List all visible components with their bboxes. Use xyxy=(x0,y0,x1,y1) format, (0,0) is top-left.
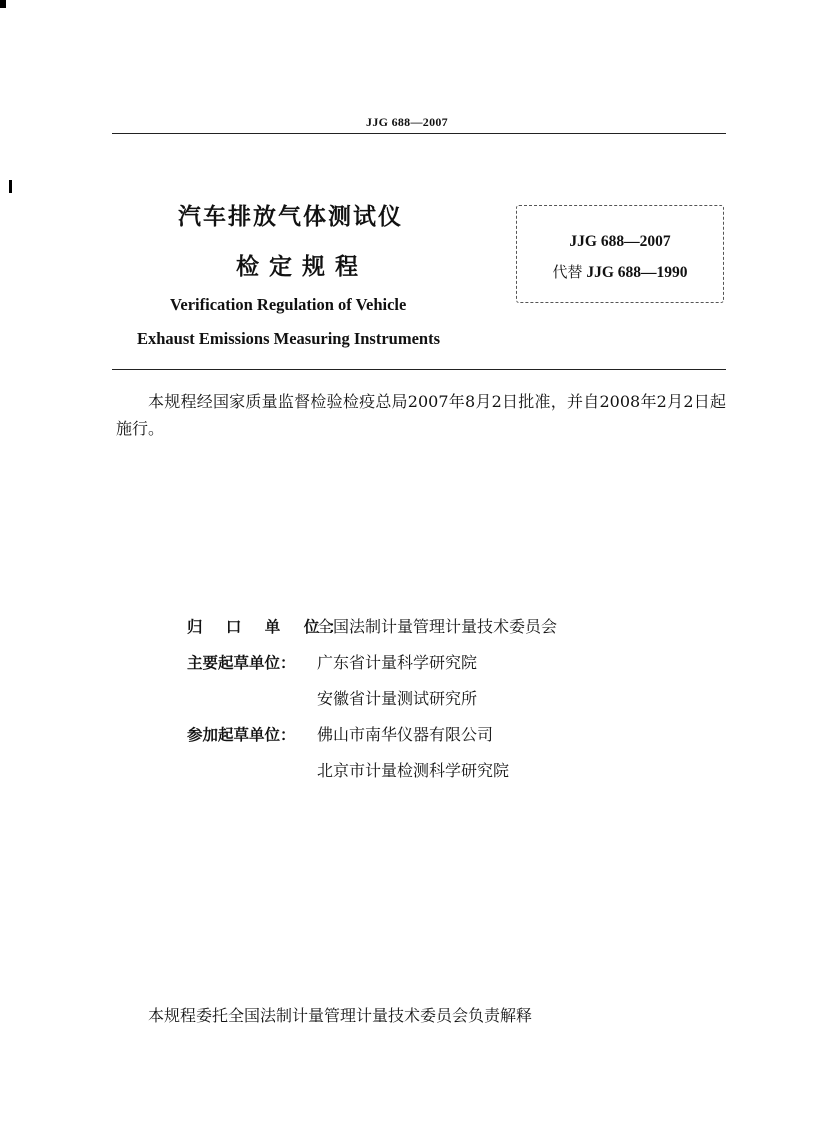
title-chinese-line-2: 检定规程 xyxy=(236,254,368,280)
participating-row xyxy=(187,722,493,752)
interpretation-note: 本规程委托全国法制计量管理计量技术委员会负责解释 xyxy=(148,1006,533,1025)
scan-mark-left xyxy=(9,180,12,193)
main-drafting-unit-1: 广东省计量科学研究院 xyxy=(317,653,478,672)
participating-unit-2: 北京市计量检测科学研究院 xyxy=(317,761,510,780)
title-chinese-line-1: 汽车排放气体测试仪 xyxy=(178,204,403,230)
responsible-unit-row xyxy=(187,614,557,644)
participating-row-2 xyxy=(187,758,509,788)
standard-code-box xyxy=(516,205,724,303)
replaces-standard xyxy=(517,261,723,282)
main-drafting-label: 主要起草单位： xyxy=(187,654,296,672)
header-rule xyxy=(112,133,726,134)
title-english-line-1: Verification Regulation of Vehicle xyxy=(170,295,407,314)
main-drafting-row-2 xyxy=(187,686,477,716)
scan-mark-top-left xyxy=(0,0,6,8)
title-rule xyxy=(112,369,726,370)
participating-unit-1: 佛山市南华仪器有限公司 xyxy=(317,725,494,744)
approval-paragraph: 本规程经国家质量监督检验检疫总局2007年8月2日批准，并自2008年2月2日起施行。 xyxy=(116,392,726,438)
header-standard-code: JJG 688—2007 xyxy=(366,115,448,129)
standard-code: JJG 688—2007 xyxy=(569,233,671,250)
replaces-code: JJG 688—1990 xyxy=(586,264,688,281)
responsible-unit-label: 归 口 单 位： xyxy=(187,618,353,636)
participating-label: 参加起草单位： xyxy=(187,726,296,744)
main-drafting-unit-2: 安徽省计量测试研究所 xyxy=(317,689,478,708)
title-english-line-2: Exhaust Emissions Measuring Instruments xyxy=(137,329,441,348)
responsible-unit: 全国法制计量管理计量技术委员会 xyxy=(317,617,558,636)
main-drafting-row xyxy=(187,650,477,680)
replaces-prefix: 代替 xyxy=(552,263,583,281)
